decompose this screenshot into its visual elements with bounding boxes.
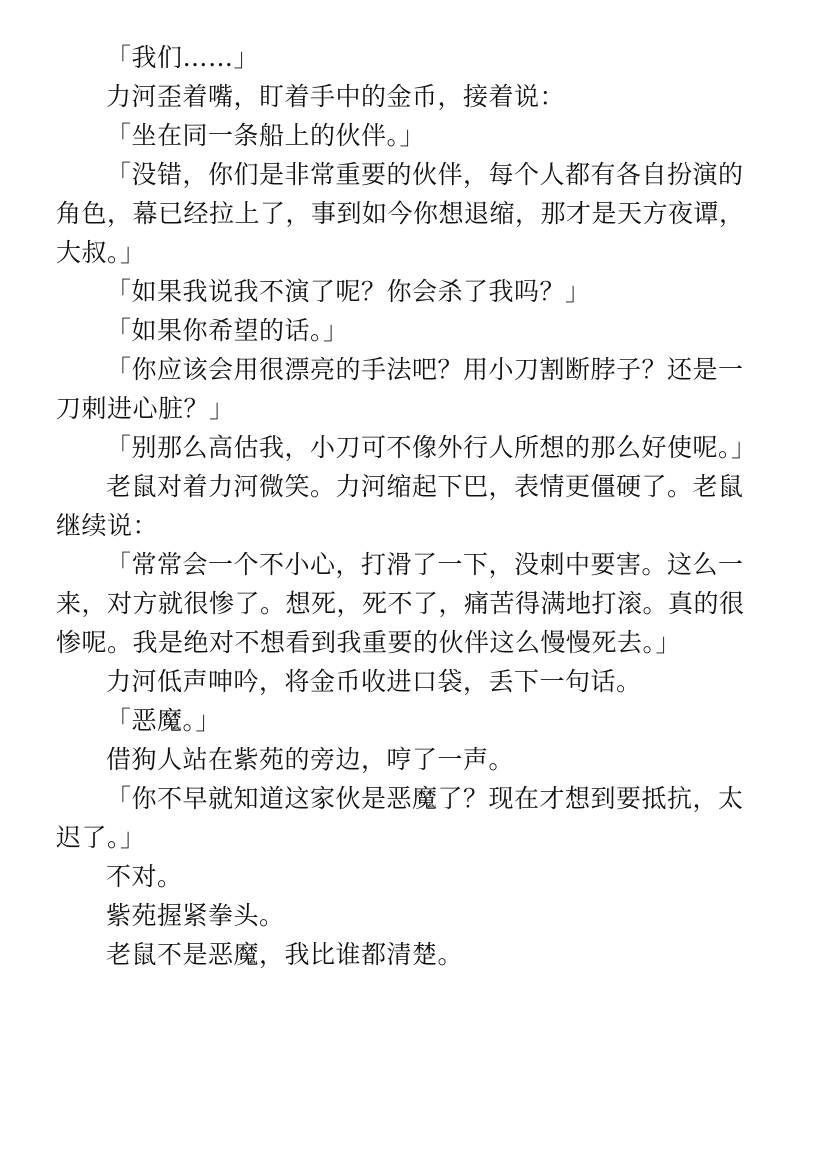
paragraph: 「你应该会用很漂亮的手法吧？用小刀割断脖子？还是一刀刺进心脏？」	[56, 355, 744, 423]
paragraph: 老鼠不是恶魔，我比谁都清楚。	[106, 940, 464, 969]
paragraph: 「我们……」	[106, 43, 260, 72]
paragraph: 「坐在同一条船上的伙伴。」	[106, 121, 426, 150]
paragraph: 「没错，你们是非常重要的伙伴，每个人都有各自扮演的角色，幕已经拉上了，事到如今你想退缩，那才是天方夜谭，大叔。」	[56, 160, 745, 267]
paragraph: 力河歪着嘴，盯着手中的金币，接着说：	[106, 82, 566, 111]
book-page	[56, 38, 757, 974]
paragraph: 不对。	[106, 862, 183, 891]
paragraph: 「恶魔。」	[106, 706, 222, 735]
paragraph: 老鼠对着力河微笑。力河缩起下巴，表情更僵硬了。老鼠继续说：	[56, 472, 744, 540]
paragraph: 借狗人站在紫苑的旁边，哼了一声。	[106, 745, 515, 774]
paragraph: 「常常会一个不小心，打滑了一下，没刺中要害。这么一来，对方就很惨了。想死，死不了，痛苦得满地打滚。真的很惨呢。我是绝对不想看到我重要的伙伴这么慢慢死去。」	[56, 550, 745, 657]
paragraph: 「如果你希望的话。」	[106, 316, 349, 345]
paragraph: 力河低声呻吟，将金币收进口袋，丢下一句话。	[106, 667, 642, 696]
paragraph: 「如果我说我不演了呢？你会杀了我吗？」	[106, 277, 591, 306]
paragraph: 紫苑握紧拳头。	[106, 901, 285, 930]
paragraph: 「别那么高估我，小刀可不像外行人所想的那么好使呢。」	[106, 433, 757, 462]
paragraph: 「你不早就知道这家伙是恶魔了？现在才想到要抵抗，太迟了。」	[56, 784, 744, 852]
